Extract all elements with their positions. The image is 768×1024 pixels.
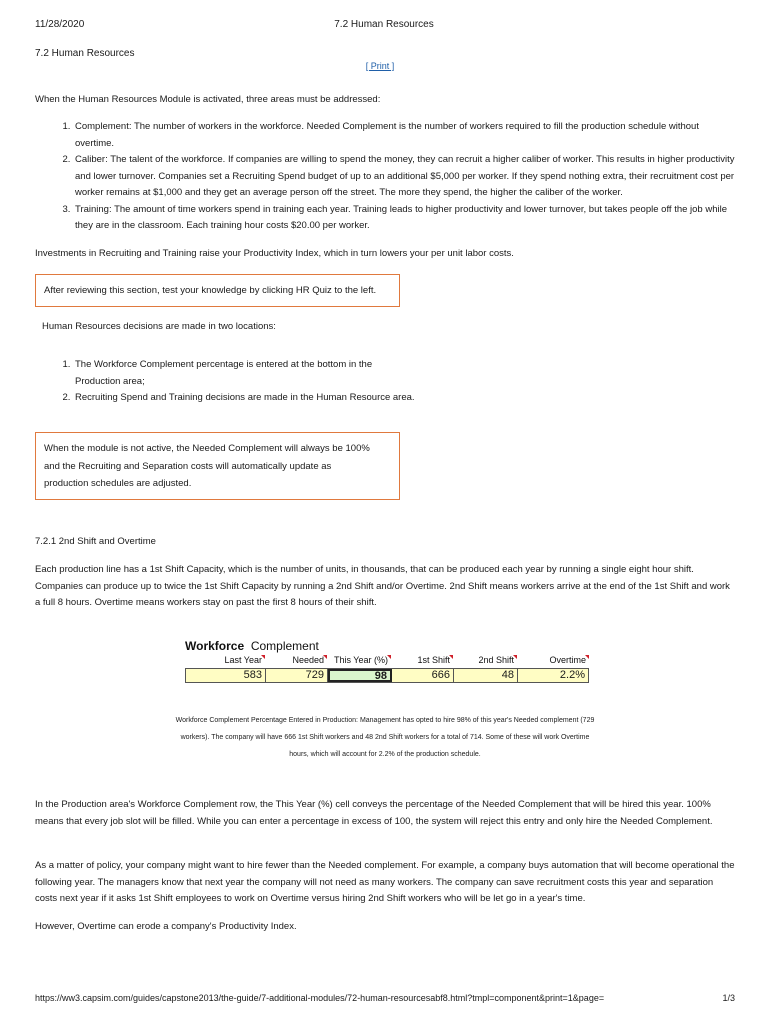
value-needed: 729 xyxy=(266,669,328,682)
print-header-title: 7.2 Human Resources xyxy=(334,19,434,30)
workforce-title: Workforce Complement xyxy=(185,639,319,653)
header-overtime: Overtime xyxy=(517,655,589,668)
list-item-training: 3. Training: The amount of time workers spend in training each year. Training leads to higher productivity and lower turnover, but takes people off the job while they are in the classroom. Each training hour costs $20.00 per worker. xyxy=(73,202,735,235)
inactive-callout: When the module is not active, the Needed Complement will always be 100% and the Recruiting and Separation costs will automatically update as production schedules are adjusted. xyxy=(35,432,400,500)
workforce-caption: Workforce Complement Percentage Entered in Production: Management has opted to hire 98% of this year's Needed complement (729 workers). The company will have 666 1st Shift workers and 48 2nd Shift workers for a total of 714. Some of these will work Overtime hours, which will account for 2.2% of the production schedule. xyxy=(175,717,595,758)
footer-url: https://ww3.capsim.com/guides/capstone2013/the-guide/7-additional-modules/72-human-resourcesabf8.html?tmpl=component&print=1&page= xyxy=(35,993,605,1003)
intro-paragraph: When the Human Resources Module is activated, three areas must be addressed: xyxy=(35,94,381,105)
value-overtime: 2.2% xyxy=(559,669,585,681)
header-this-year: This Year (%) xyxy=(327,655,391,668)
value-2nd-shift: 48 xyxy=(454,669,518,682)
list-item-production: 1. The Workforce Complement percentage is entered at the bottom in the Production area; xyxy=(73,357,415,390)
decisions-intro: Human Resources decisions are made in two locations: xyxy=(42,321,276,332)
header-2nd-shift: 2nd Shift xyxy=(453,655,517,668)
investments-paragraph: Investments in Recruiting and Training raise your Productivity Index, which in turn lowers your per unit labor costs. xyxy=(35,248,514,259)
policy-paragraph: As a matter of policy, your company might want to hire fewer than the Needed complement. For example, a company buys automation that will become operational the following year. The managers know that next year the company will not need as many workers. The company can save recruitment costs this year and separation costs next year if it asks 1st Shift employees to work on Overtime versus hiring 2nd Shift workers who will be let go in a year's time. xyxy=(35,860,735,904)
workforce-headers xyxy=(185,655,589,668)
this-year-paragraph: In the Production area's Workforce Complement row, the This Year (%) cell conveys the percentage of the Needed Complement that will be hired this year. 100% means that every job slot will be filled. While you can enter a percentage in excess of 100, the system will reject this entry and only hire the Needed Complement. xyxy=(35,799,713,827)
subsection-title: 7.2.1 2nd Shift and Overtime xyxy=(35,536,156,547)
print-link[interactable]: [ Print ] xyxy=(365,61,395,71)
areas-list xyxy=(35,119,735,235)
list-item-caliber: 2. Caliber: The talent of the workforce. If companies are willing to spend the money, they can recruit a higher caliber of worker. This results in higher productivity and lower turnover. Companies set a Recruiting Spend budget of up to an additional $5,000 per worker. If they spend nothing extra, their recruitment cost per worker remains at $1,000 and they get an average person off the street. The more they spend, the higher the caliber of the worker. xyxy=(73,152,735,202)
section-title: 7.2 Human Resources xyxy=(35,48,135,59)
print-date: 11/28/2020 xyxy=(35,19,85,30)
workforce-values-row xyxy=(185,668,589,683)
quiz-callout: After reviewing this section, test your knowledge by clicking HR Quiz to the left. xyxy=(35,274,400,307)
header-needed: Needed xyxy=(265,655,327,668)
workforce-complement-panel xyxy=(185,639,589,683)
overtime-paragraph: However, Overtime can erode a company's Productivity Index. xyxy=(35,921,297,932)
list-item-hr: 2. Recruiting Spend and Training decisions are made in the Human Resource area. xyxy=(73,390,415,407)
header-1st-shift: 1st Shift xyxy=(391,655,453,668)
shift-paragraph: Each production line has a 1st Shift Capacity, which is the number of units, in thousands, that can be produced each year by running a single eight hour shift. Companies can produce up to twice the 1st Shift Capacity by running a 2nd Shift and/or Overtime. 2nd Shift means workers arrive at the end of the 1st Shift and work a full 8 hours. Overtime means workers stay on past the first 8 hours of their shift. xyxy=(35,564,730,608)
value-1st-shift: 666 xyxy=(392,669,454,682)
header-last-year: Last Year xyxy=(185,655,265,668)
list-item-complement: 1. Complement: The number of workers in the workforce. Needed Complement is the number of workers required to fill the production schedule without overtime. xyxy=(73,119,735,152)
value-last-year: 583 xyxy=(186,669,266,682)
value-this-year-input[interactable]: 98 xyxy=(328,669,392,682)
locations-list xyxy=(35,357,415,407)
footer-page-number: 1/3 xyxy=(722,993,735,1003)
